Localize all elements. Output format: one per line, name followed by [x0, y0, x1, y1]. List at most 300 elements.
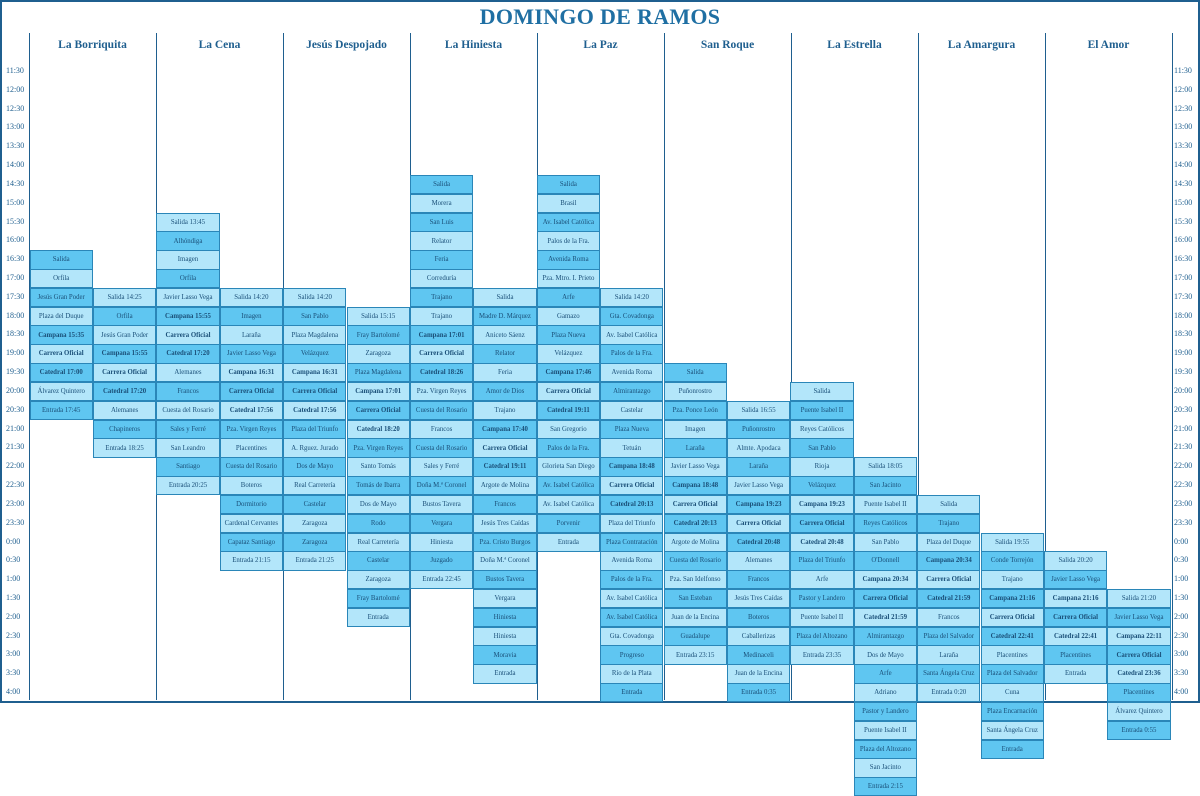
schedule-cell: Sales y Ferré	[156, 420, 219, 439]
schedule-cell: Pastor y Landero	[790, 589, 853, 608]
schedule-cell: Pza. Virgen Reyes	[347, 438, 410, 457]
schedule-cell: Javier Lasso Vega	[1044, 570, 1107, 589]
time-label: 12:30	[1174, 103, 1193, 113]
schedule-cell: Aniceto Sáenz	[473, 325, 536, 344]
schedule-cell: Campana 22:11	[1107, 627, 1170, 646]
schedule-cell: Pza. Virgen Reyes	[410, 382, 473, 401]
schedule-cell: Pza. Virgen Reyes	[220, 420, 283, 439]
schedule-cell: Plaza Nueva	[600, 420, 663, 439]
schedule-cell: Carrera Oficial	[410, 344, 473, 363]
time-label: 1:30	[6, 592, 21, 602]
schedule-cell: Brasil	[537, 194, 600, 213]
schedule-cell: Carrera Oficial	[30, 344, 93, 363]
schedule-cell: Trajano	[981, 570, 1044, 589]
schedule-cell: San Luis	[410, 213, 473, 232]
schedule-cell: Palos de la Fra.	[537, 231, 600, 250]
schedule-cell: Campana 19:23	[727, 495, 790, 514]
schedule-cell: Plaza del Triunfo	[283, 420, 346, 439]
schedule-cell: Trajano	[917, 514, 980, 533]
time-label: 2:30	[6, 630, 21, 640]
schedule-cell: Catedral 22:41	[981, 627, 1044, 646]
schedule-cell: Velázquez	[537, 344, 600, 363]
brotherhood-header: La Borriquita	[58, 39, 127, 51]
time-label: 3:00	[1174, 649, 1189, 659]
schedule-cell: Imagen	[220, 307, 283, 326]
schedule-cell: Pza. Mtro. I. Prieto	[537, 269, 600, 288]
schedule-cell: Francos	[473, 495, 536, 514]
schedule-cell: Javier Lasso Vega	[156, 288, 219, 307]
schedule-cell: Hiniesta	[473, 608, 536, 627]
time-label: 18:30	[1174, 329, 1193, 339]
schedule-cell: Cuesta del Rosario	[410, 438, 473, 457]
schedule-cell: Dormitorio	[220, 495, 283, 514]
schedule-cell: Carrera Oficial	[790, 514, 853, 533]
schedule-cell: Entrada 20:25	[156, 476, 219, 495]
schedule-cell: Morera	[410, 194, 473, 213]
schedule-cell: Av. Isabel Católica	[600, 325, 663, 344]
time-label: 0:30	[6, 555, 21, 565]
time-label: 19:30	[6, 367, 25, 377]
schedule-cell: Real Carretería	[283, 476, 346, 495]
schedule-cell: Orfila	[30, 269, 93, 288]
schedule-cell: Moravia	[473, 645, 536, 664]
schedule-cell: Doña M.ª Coronel	[410, 476, 473, 495]
time-label: 13:30	[6, 141, 25, 151]
time-label: 2:00	[6, 611, 21, 621]
schedule-cell: Carrera Oficial	[1107, 645, 1170, 664]
schedule-cell: Santo Tomás	[347, 457, 410, 476]
time-label: 0:30	[1174, 555, 1189, 565]
schedule-cell: Álvarez Quintero	[30, 382, 93, 401]
time-label: 21:30	[6, 442, 25, 452]
schedule-cell: Entrada 18:25	[93, 438, 156, 457]
time-label: 23:00	[6, 498, 25, 508]
schedule-cell: A. Rguez. Jurado	[283, 438, 346, 457]
schedule-cell: Argote de Molina	[664, 533, 727, 552]
schedule-cell: Tetuán	[600, 438, 663, 457]
schedule-cell: Sales y Ferré	[410, 457, 473, 476]
schedule-cell: Entrada	[537, 533, 600, 552]
schedule-cell: Pza. Ponce León	[664, 401, 727, 420]
schedule-cell: Salida 14:20	[600, 288, 663, 307]
time-label: 16:00	[6, 235, 25, 245]
schedule-cell: Palos de la Fra.	[600, 570, 663, 589]
schedule-cell: Arfe	[537, 288, 600, 307]
schedule-cell: Salida 16:55	[727, 401, 790, 420]
schedule-cell: Rioja	[790, 457, 853, 476]
schedule-cell: Campana 17:01	[410, 325, 473, 344]
time-label: 19:00	[1174, 348, 1193, 358]
schedule-cell: Plaza del Duque	[30, 307, 93, 326]
schedule-cell: Vergara	[473, 589, 536, 608]
schedule-cell: Carrera Oficial	[1044, 608, 1107, 627]
schedule-cell: Porvenir	[537, 514, 600, 533]
schedule-cell: Arfe	[854, 664, 917, 683]
schedule-cell: Orfila	[156, 269, 219, 288]
brotherhood-header: El Amor	[1087, 39, 1130, 51]
schedule-cell: Plaza del Duque	[917, 533, 980, 552]
time-label: 20:00	[6, 385, 25, 395]
schedule-cell: Carrera Oficial	[727, 514, 790, 533]
schedule-cell: Salida 14:20	[220, 288, 283, 307]
schedule-cell: Conde Torrejón	[981, 551, 1044, 570]
schedule-cell: Almte. Apodaca	[727, 438, 790, 457]
schedule-cell: Av. Isabel Católica	[537, 213, 600, 232]
schedule-cell: Entrada 0:20	[917, 683, 980, 702]
schedule-cell: Argote de Molina	[473, 476, 536, 495]
schedule-cell: Catedral 17:00	[30, 363, 93, 382]
time-label: 11:30	[6, 66, 24, 75]
schedule-cell: Campana 20:34	[854, 570, 917, 589]
schedule-cell: Entrada 0:55	[1107, 721, 1170, 740]
schedule-cell: Placentines	[1107, 683, 1170, 702]
schedule-cell: Salida 18:05	[854, 457, 917, 476]
schedule-cell: Rodo	[347, 514, 410, 533]
brotherhood-header: La Paz	[583, 39, 618, 51]
schedule-cell: Campana 18:48	[664, 476, 727, 495]
schedule-cell: Trajano	[410, 288, 473, 307]
schedule-cell: Zaragoza	[283, 533, 346, 552]
schedule-cell: Carrera Oficial	[220, 382, 283, 401]
schedule-cell: Salida	[917, 495, 980, 514]
brotherhood-header: La Cena	[198, 39, 241, 51]
time-label: 2:30	[1174, 630, 1189, 640]
schedule-cell: Entrada 23:15	[664, 645, 727, 664]
schedule-cell: Francos	[917, 608, 980, 627]
time-label: 15:00	[6, 197, 25, 207]
schedule-cell: Jesús Tres Caídas	[473, 514, 536, 533]
schedule-cell: Cuesta del Rosario	[220, 457, 283, 476]
schedule-cell: O'Donnell	[854, 551, 917, 570]
schedule-cell: Catedral 19:11	[537, 401, 600, 420]
schedule-cell: Adriano	[854, 683, 917, 702]
time-label: 23:30	[6, 517, 25, 527]
schedule-cell: Puente Isabel II	[790, 401, 853, 420]
schedule-cell: Catedral 18:26	[410, 363, 473, 382]
schedule-cell: Plaza del Altozano	[790, 627, 853, 646]
schedule-cell: Dos de Mayo	[347, 495, 410, 514]
page-title: DOMINGO DE RAMOS	[479, 4, 721, 29]
schedule-cell: Carrera Oficial	[347, 401, 410, 420]
schedule-cell: Relator	[473, 344, 536, 363]
schedule-cell: Plaza Magdalena	[347, 363, 410, 382]
schedule-cell: Glorieta San Diego	[537, 457, 600, 476]
schedule-cell: Reyes Católicos	[854, 514, 917, 533]
schedule-cell: Madre D. Márquez	[473, 307, 536, 326]
schedule-cell: Plaza Magdalena	[283, 325, 346, 344]
schedule-cell: Boteros	[220, 476, 283, 495]
schedule-cell: Imagen	[664, 420, 727, 439]
schedule-cell: Caballerizas	[727, 627, 790, 646]
time-label: 21:30	[1174, 442, 1193, 452]
schedule-cell: Zaragoza	[347, 570, 410, 589]
schedule-cell: Salida 19:55	[981, 533, 1044, 552]
schedule-cell: Catedral 17:20	[156, 344, 219, 363]
schedule-cell: San Pablo	[790, 438, 853, 457]
schedule-cell: Entrada 21:15	[220, 551, 283, 570]
time-label: 16:30	[1174, 254, 1193, 264]
schedule-cell: Castelar	[347, 551, 410, 570]
brotherhood-header: Jesús Despojado	[306, 39, 387, 51]
schedule-cell: Cardenal Cervantes	[220, 514, 283, 533]
schedule-cell: Javier Lasso Vega	[664, 457, 727, 476]
schedule-cell: Puente Isabel II	[854, 495, 917, 514]
schedule-cell: Gamazo	[537, 307, 600, 326]
time-label: 13:30	[1174, 141, 1193, 151]
schedule-cell: Salida 13:45	[156, 213, 219, 232]
schedule-cell: Campana 17:40	[473, 420, 536, 439]
schedule-cell: Laraña	[727, 457, 790, 476]
schedule-cell: Imagen	[156, 250, 219, 269]
schedule-cell: San Pablo	[283, 307, 346, 326]
schedule-cell: Alhóndiga	[156, 231, 219, 250]
schedule-cell: Catedral 18:20	[347, 420, 410, 439]
schedule-cell: Catedral 20:48	[727, 533, 790, 552]
schedule-cell: Catedral 23:36	[1107, 664, 1170, 683]
schedule-cell: Laraña	[917, 645, 980, 664]
schedule-cell: Real Carretería	[347, 533, 410, 552]
time-label: 19:00	[6, 348, 25, 358]
schedule-cell: Francos	[727, 570, 790, 589]
schedule-cell: Carrera Oficial	[156, 325, 219, 344]
schedule-cell: Guadalupe	[664, 627, 727, 646]
time-label: 0:00	[6, 536, 21, 546]
schedule-cell: Campana 15:35	[30, 325, 93, 344]
schedule-cell: Javier Lasso Vega	[727, 476, 790, 495]
schedule-cell: Álvarez Quintero	[1107, 702, 1170, 721]
schedule-cell: Fray Bartolomé	[347, 589, 410, 608]
time-label: 23:30	[1174, 517, 1193, 527]
schedule-cell: Entrada 23:35	[790, 645, 853, 664]
brotherhood-header: La Amargura	[947, 39, 1016, 51]
schedule-cell: Puñonrostro	[664, 382, 727, 401]
schedule-cell: Avenida Roma	[537, 250, 600, 269]
schedule-cell: Catedral 17:56	[283, 401, 346, 420]
schedule-cell: Carrera Oficial	[93, 363, 156, 382]
time-label: 14:00	[1174, 160, 1193, 170]
schedule-cell: Amor de Dios	[473, 382, 536, 401]
schedule-cell: Juan de la Encina	[727, 664, 790, 683]
schedule-cell: Medinaceli	[727, 645, 790, 664]
schedule-cell: Vergara	[410, 514, 473, 533]
schedule-cell: Dos de Mayo	[854, 645, 917, 664]
schedule-cell: Gta. Covadonga	[600, 307, 663, 326]
schedule-cell: Alemanes	[727, 551, 790, 570]
time-label: 21:00	[6, 423, 25, 433]
schedule-cell: Entrada 0:35	[727, 683, 790, 702]
time-label: 15:30	[1174, 216, 1193, 226]
schedule-cell: Velázquez	[283, 344, 346, 363]
schedule-cell: Entrada 17:45	[30, 401, 93, 420]
schedule-cell: Plaza del Altozano	[854, 740, 917, 759]
schedule-cell: Entrada	[981, 740, 1044, 759]
time-label: 1:30	[1174, 592, 1189, 602]
schedule-cell: Cuesta del Rosario	[156, 401, 219, 420]
schedule-cell: Salida	[664, 363, 727, 382]
time-label: 22:30	[1174, 480, 1193, 490]
schedule-cell: Salida 20:20	[1044, 551, 1107, 570]
schedule-cell: Progreso	[600, 645, 663, 664]
schedule-cell: Salida 14:20	[283, 288, 346, 307]
schedule-cell: Almirantazgo	[854, 627, 917, 646]
time-label: 3:30	[1174, 668, 1189, 678]
time-label: 17:00	[1174, 273, 1193, 283]
schedule-cell: Santiago	[156, 457, 219, 476]
schedule-cell: Zaragoza	[347, 344, 410, 363]
time-label: 18:30	[6, 329, 25, 339]
schedule-cell: Entrada	[347, 608, 410, 627]
schedule-cell: Relator	[410, 231, 473, 250]
schedule-cell: Salida 21:20	[1107, 589, 1170, 608]
schedule-cell: Campana 17:01	[347, 382, 410, 401]
schedule-cell: Trajano	[473, 401, 536, 420]
schedule-cell: Placentines	[981, 645, 1044, 664]
schedule-cell: Entrada	[600, 683, 663, 702]
schedule-cell: Placentines	[1044, 645, 1107, 664]
schedule-cell: Plaza del Salvador	[981, 664, 1044, 683]
schedule-cell: Plaza Contratación	[600, 533, 663, 552]
schedule-cell: Catedral 20:13	[600, 495, 663, 514]
time-label: 18:00	[1174, 310, 1193, 320]
schedule-cell: Catedral 20:13	[664, 514, 727, 533]
schedule-cell: Catedral 17:20	[93, 382, 156, 401]
time-label: 3:00	[6, 649, 21, 659]
schedule-cell: Entrada	[1044, 664, 1107, 683]
schedule-cell: Hiniesta	[473, 627, 536, 646]
schedule-cell: Almirantazgo	[600, 382, 663, 401]
time-label: 14:30	[6, 178, 25, 188]
schedule-cell: Juzgado	[410, 551, 473, 570]
schedule-cell: Bustos Tavera	[410, 495, 473, 514]
schedule-cell: Av. Isabel Católica	[537, 476, 600, 495]
schedule-cell: Campana 21:16	[981, 589, 1044, 608]
schedule-cell: Catedral 22:41	[1044, 627, 1107, 646]
schedule-cell: Salida	[473, 288, 536, 307]
schedule-cell: Entrada	[473, 664, 536, 683]
schedule-cell: Reyes Católicos	[790, 420, 853, 439]
time-label: 11:30	[1174, 66, 1192, 75]
time-label: 4:00	[6, 687, 21, 697]
schedule-cell: Plaza del Triunfo	[790, 551, 853, 570]
schedule-cell: Puente Isabel II	[790, 608, 853, 627]
schedule-cell: Carrera Oficial	[537, 382, 600, 401]
schedule-cell: Campana 19:23	[790, 495, 853, 514]
schedule-cell: Arfe	[790, 570, 853, 589]
schedule-cell: Capataz Santiago	[220, 533, 283, 552]
schedule-cell: Doña M.ª Coronel	[473, 551, 536, 570]
time-label: 12:00	[1174, 84, 1193, 94]
schedule-cell: Gta. Covadonga	[600, 627, 663, 646]
time-label: 12:30	[6, 103, 25, 113]
schedule-cell: Jesús Gran Poder	[93, 325, 156, 344]
schedule-cell: Campana 21:16	[1044, 589, 1107, 608]
time-label: 1:00	[1174, 574, 1189, 584]
schedule-cell: Puente Isabel II	[854, 721, 917, 740]
schedule-cell: Hiniesta	[410, 533, 473, 552]
schedule-cell: Avenida Roma	[600, 551, 663, 570]
schedule-cell: Francos	[410, 420, 473, 439]
schedule-cell: Palos de la Fra.	[537, 438, 600, 457]
time-label: 17:30	[1174, 291, 1193, 301]
schedule-cell: Campana 16:31	[283, 363, 346, 382]
schedule-cell: Cuesta del Rosario	[664, 551, 727, 570]
schedule-cell: Carrera Oficial	[917, 570, 980, 589]
time-label: 22:00	[1174, 461, 1193, 471]
schedule-cell: Jesús Tres Caídas	[727, 589, 790, 608]
time-label: 23:00	[1174, 498, 1193, 508]
schedule-cell: Alemanes	[93, 401, 156, 420]
schedule-cell: Salida 14:25	[93, 288, 156, 307]
schedule-cell: Carrera Oficial	[473, 438, 536, 457]
time-label: 19:30	[1174, 367, 1193, 377]
schedule-cell: Av. Isabel Católica	[600, 608, 663, 627]
schedule-cell: Castelar	[283, 495, 346, 514]
time-label: 15:30	[6, 216, 25, 226]
schedule-cell: San Gregorio	[537, 420, 600, 439]
schedule-cell: Placentines	[220, 438, 283, 457]
time-label: 17:00	[6, 273, 25, 283]
schedule-cell: Bustos Tavera	[473, 570, 536, 589]
schedule-cell: Campana 18:48	[600, 457, 663, 476]
time-label: 20:30	[6, 404, 25, 414]
time-label: 20:30	[1174, 404, 1193, 414]
schedule-cell: San Leandro	[156, 438, 219, 457]
schedule-cell: Palos de la Fra.	[600, 344, 663, 363]
schedule-cell: Santa Ángela Cruz	[981, 721, 1044, 740]
schedule-cell: Av. Isabel Católica	[537, 495, 600, 514]
schedule-cell: Salida	[537, 175, 600, 194]
time-label: 15:00	[1174, 197, 1193, 207]
schedule-cell: San Jacinto	[854, 476, 917, 495]
schedule-cell: Carrera Oficial	[664, 495, 727, 514]
schedule-cell: Chapineros	[93, 420, 156, 439]
schedule-cell: Catedral 17:56	[220, 401, 283, 420]
schedule-cell: Javier Lasso Vega	[220, 344, 283, 363]
schedule-cell: Pza. San Idelfonso	[664, 570, 727, 589]
column-divider	[1172, 33, 1173, 700]
schedule-cell: Fray Bartolomé	[347, 325, 410, 344]
schedule-cell: Boteros	[727, 608, 790, 627]
schedule-cell: Javier Lasso Vega	[1107, 608, 1170, 627]
schedule-cell: Salida	[410, 175, 473, 194]
time-label: 16:00	[1174, 235, 1193, 245]
time-label: 14:00	[6, 160, 25, 170]
schedule-cell: Trajano	[410, 307, 473, 326]
time-label: 22:00	[6, 461, 25, 471]
schedule-cell: Entrada 2:15	[854, 777, 917, 796]
brotherhood-header: San Roque	[700, 39, 755, 51]
schedule-cell: Carrera Oficial	[981, 608, 1044, 627]
schedule-cell: Plaza Nueva	[537, 325, 600, 344]
schedule-cell: Catedral 21:59	[854, 608, 917, 627]
schedule-cell: Puñonrostro	[727, 420, 790, 439]
schedule-cell: Feria	[473, 363, 536, 382]
time-label: 22:30	[6, 480, 25, 490]
schedule-cell: Entrada 22:45	[410, 570, 473, 589]
time-label: 0:00	[1174, 536, 1189, 546]
schedule-cell: Juan de la Encina	[664, 608, 727, 627]
time-label: 1:00	[6, 574, 21, 584]
brotherhood-header: La Estrella	[827, 39, 882, 51]
schedule-cell: Entrada 21:25	[283, 551, 346, 570]
time-label: 18:00	[6, 310, 25, 320]
time-label: 4:00	[1174, 687, 1189, 697]
schedule-cell: Av. Isabel Católica	[600, 589, 663, 608]
schedule-cell: Castelar	[600, 401, 663, 420]
schedule-cell: Laraña	[220, 325, 283, 344]
schedule-cell: Cuesta del Rosario	[410, 401, 473, 420]
schedule-cell: Correduría	[410, 269, 473, 288]
